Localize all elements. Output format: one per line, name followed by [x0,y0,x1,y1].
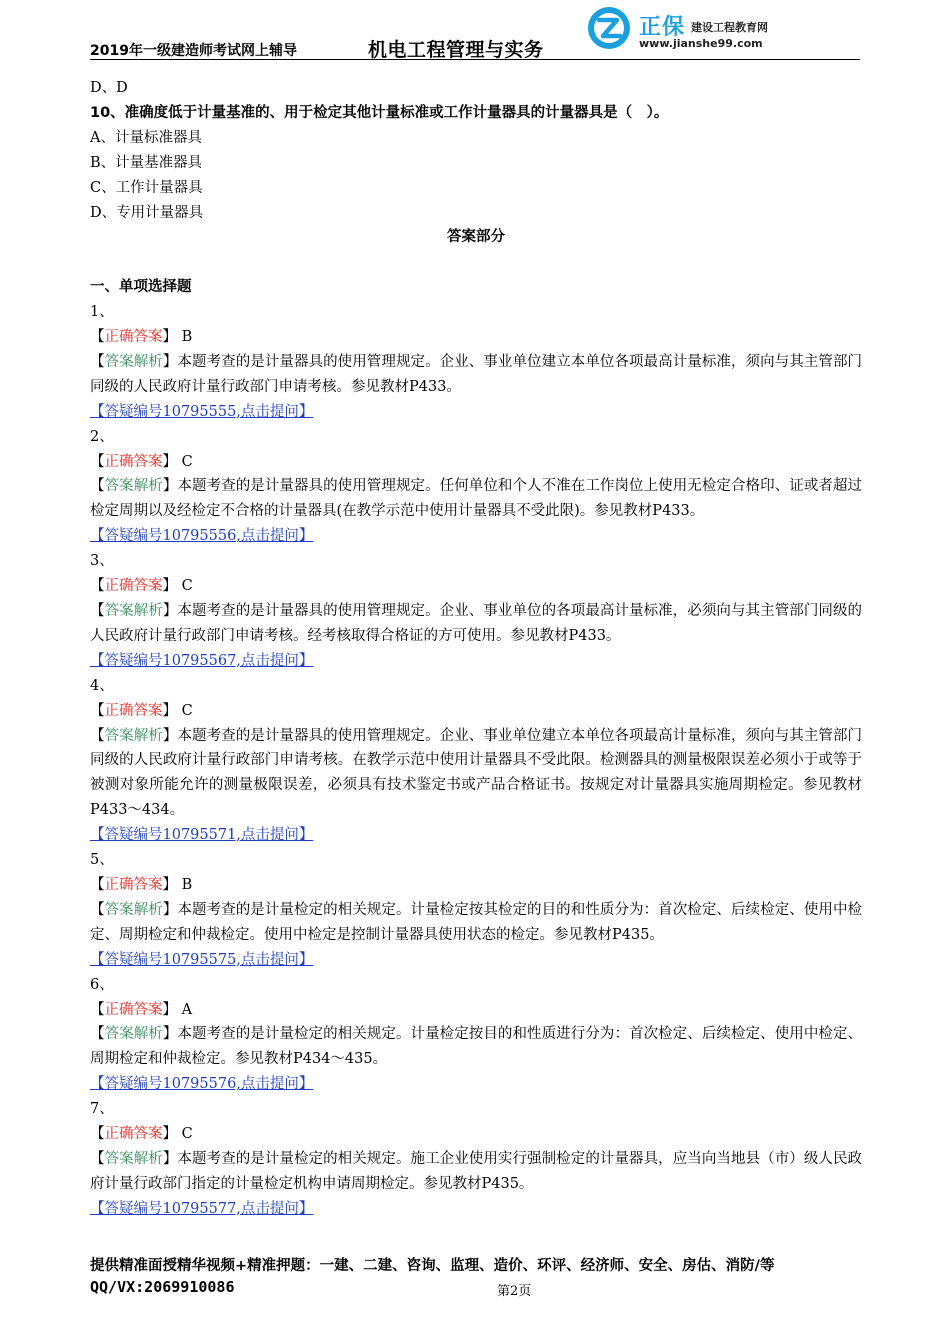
correct-answer-bracket: 】 [162,1126,177,1143]
correct-answer-label: 正确答案 [104,453,163,470]
analysis-text: 本题考查的是计量器具的使用管理规定。企业、事业单位建立本单位各项最高计量标准，须向与其主管部门同级的人民政府计量行政部门申请考核。在教学示范中使用计量器具不受此限。检测器具的测量极限误差必须小于或等于被测对象所能允许的测量极限误差，必须具有技术鉴定书或产品合格证书。按规定对计量器具实施周期检定。参见教材P433～434。 [90,727,863,819]
correct-answer-label: 正确答案 [104,876,163,893]
option-b: B、计量基准器具 [90,154,203,171]
correct-answer-label: 正确答案 [104,1126,163,1143]
analysis-row [90,724,862,824]
analysis-row [90,350,862,400]
analysis-bracket: 【 [90,727,105,744]
footer-promo: 提供精准面授精华视频+精准押题：一建、二建、咨询、监理、造价、环评、经济师、安全、房估、消防/等 [90,1258,775,1274]
analysis-bracket: 【 [90,901,105,918]
answer-item [90,549,862,674]
correct-answer-bracket: 】 [162,1001,177,1018]
answer-item [90,674,862,848]
ask-question-link[interactable]: 【答疑编号10795576,点击提问】 [90,1076,314,1093]
option-d: D、专用计量器具 [90,204,204,221]
logo-network-name: 建设工程教育网 [691,21,768,34]
correct-answer-bracket: 】 [162,578,177,595]
document-body [90,76,862,1222]
ask-question-link[interactable]: 【答疑编号10795567,点击提问】 [90,652,314,669]
subject-title: 机电工程管理与实务 [368,39,544,61]
logo-brand: 正保 [639,15,686,40]
correct-answer-bracket: 【 [90,578,105,595]
analysis-text: 本题考查的是计量检定的相关规定。计量检定按目的和性质进行分为：首次检定、后续检定、使用中检定、周期检定和仲裁检定。参见教材P434～435。 [90,1026,863,1068]
correct-answer-bracket: 【 [90,1001,105,1018]
correct-answer-bracket: 】 [162,329,177,346]
answer-row [90,1072,862,1097]
correct-answer-bracket: 【 [90,1126,105,1143]
correct-answer-bracket: 】 [162,453,177,470]
analysis-bracket: 】 [162,1026,178,1043]
answer-item [90,300,862,425]
correct-answer-row [90,873,862,898]
answer-row [90,649,862,674]
section-title: 一、单项选择题 [90,279,192,296]
answer-item [90,1097,862,1222]
correct-answer-label: 正确答案 [104,329,163,346]
correct-answer-row [90,699,862,724]
answer-row [90,823,862,848]
answer-item [90,425,862,550]
answer-row [90,948,862,973]
ask-question-link[interactable]: 【答疑编号10795555,点击提问】 [90,403,314,420]
exam-title: 2019年一级建造师考试网上辅导 [90,43,297,59]
answer-row [90,524,862,549]
correct-answer-value: C [177,453,193,470]
analysis-row [90,898,862,948]
ask-question-link[interactable]: 【答疑编号10795571,点击提问】 [90,827,314,844]
analysis-label: 答案解析 [104,1150,163,1167]
correct-answer-row [90,998,862,1023]
answer-row [90,1197,862,1222]
analysis-label: 答案解析 [104,478,163,495]
correct-answer-label: 正确答案 [104,1001,163,1018]
answer-number: 2、 [90,428,114,445]
analysis-bracket: 【 [90,603,105,620]
answer-number: 4、 [90,677,114,694]
analysis-bracket: 【 [90,478,105,495]
spacer [90,250,862,275]
correct-answer-value: A [177,1001,193,1018]
option-c: C、工作计量器具 [90,179,203,196]
correct-answer-value: C [177,1126,193,1143]
previous-option: D、D [90,80,128,96]
answers-list [90,300,862,1222]
answer-number: 1、 [90,304,114,321]
correct-answer-bracket: 【 [90,329,105,346]
ask-question-link[interactable]: 【答疑编号10795577,点击提问】 [90,1200,314,1217]
logo-z-icon [587,6,631,50]
analysis-text: 本题考查的是计量检定的相关规定。施工企业使用实行强制检定的计量器具，应当向当地县（市）级人民政府计量行政部门指定的计量检定机构申请周期检定。参见教材P435。 [90,1150,863,1192]
answers-title: 答案部分 [447,229,505,246]
correct-answer-row [90,574,862,599]
analysis-bracket: 】 [162,1150,178,1167]
answer-number: 3、 [90,553,114,570]
analysis-bracket: 【 [90,353,105,370]
logo-url: www.jianshe99.com [639,37,763,50]
page-header [90,0,860,62]
site-logo[interactable] [587,6,857,56]
analysis-bracket: 】 [162,901,178,918]
analysis-label: 答案解析 [104,1026,163,1043]
answer-number: 5、 [90,852,114,869]
ask-question-link[interactable]: 【答疑编号10795556,点击提问】 [90,528,314,545]
analysis-text: 本题考查的是计量器具的使用管理规定。企业、事业单位建立本单位各项最高计量标准，须向与其主管部门同级的人民政府计量行政部门申请考核。参见教材P433。 [90,353,863,395]
analysis-text: 本题考查的是计量器具的使用管理规定。企业、事业单位的各项最高计量标准，必须向与其主管部门同级的人民政府计量行政部门申请考核。经考核取得合格证的方可使用。参见教材P433。 [90,603,863,644]
correct-answer-value: C [177,578,193,595]
answer-item [90,848,862,973]
analysis-text: 本题考查的是计量器具的使用管理规定。任何单位和个人不准在工作岗位上使用无检定合格印、证或者超过检定周期以及经检定不合格的计量器具(在教学示范中使用计量器具不受此限)。参见教材P433。 [90,478,863,520]
analysis-label: 答案解析 [104,603,163,620]
answer-item [90,973,862,1098]
answer-row [90,400,862,425]
correct-answer-label: 正确答案 [104,702,163,719]
header-divider [90,59,860,60]
option-a: A、计量标准器具 [90,129,202,146]
question-stem: 10、准确度低于计量基准的、用于检定其他计量标准或工作计量器具的计量器具是（ ）。 [90,104,669,121]
correct-answer-label: 正确答案 [104,578,163,595]
analysis-row [90,474,862,524]
analysis-label: 答案解析 [104,353,163,370]
ask-question-link[interactable]: 【答疑编号10795575,点击提问】 [90,951,314,968]
correct-answer-value: C [177,702,193,719]
analysis-row [90,599,862,649]
analysis-bracket: 】 [162,603,178,620]
analysis-bracket: 【 [90,1026,105,1043]
analysis-row [90,1147,862,1197]
analysis-bracket: 】 [162,727,178,744]
correct-answer-row [90,325,862,350]
footer-contact: QQ/VX:2069910086 [90,1278,235,1296]
correct-answer-bracket: 【 [90,702,105,719]
analysis-label: 答案解析 [104,901,163,918]
correct-answer-row [90,450,862,475]
page-number: 第2页 [497,1284,532,1299]
correct-answer-value: B [177,876,193,893]
correct-answer-bracket: 】 [162,702,177,719]
correct-answer-bracket: 】 [162,876,177,893]
analysis-text: 本题考查的是计量检定的相关规定。计量检定按其检定的目的和性质分为：首次检定、后续检定、使用中检定、周期检定和仲裁检定。使用中检定是控制计量器具使用状态的检定。参见教材P435。 [90,901,863,943]
correct-answer-value: B [177,329,193,346]
correct-answer-bracket: 【 [90,876,105,893]
answer-number: 7、 [90,1101,114,1118]
answer-number: 6、 [90,976,114,993]
analysis-bracket: 】 [162,478,178,495]
analysis-label: 答案解析 [104,727,163,744]
analysis-bracket: 】 [162,353,178,370]
correct-answer-row [90,1122,862,1147]
analysis-bracket: 【 [90,1150,105,1167]
correct-answer-bracket: 【 [90,453,105,470]
analysis-row [90,1022,862,1072]
